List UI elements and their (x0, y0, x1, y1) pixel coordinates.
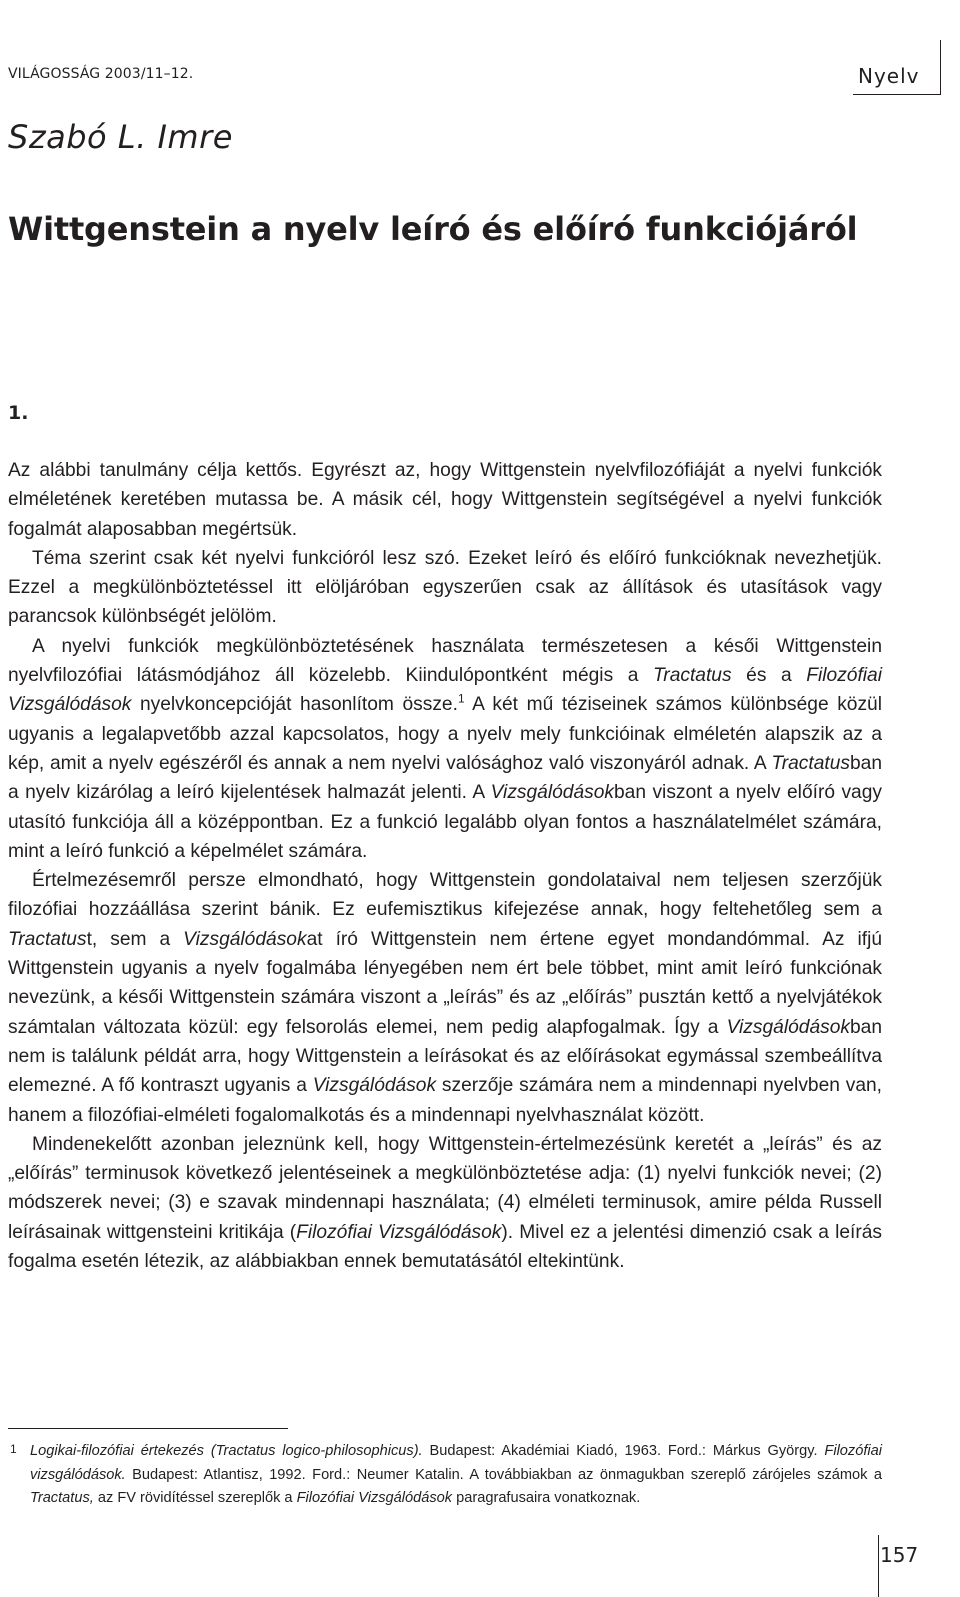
paragraph-5: Mindenekelőtt azonban jeleznünk kell, hogy Wittgenstein-értelmezésünk keretét a „leírás” és az „előírás” terminusok következő jelentéseinek a megkülönböztetése adja: (1) nyelvi funkciók nevei; (2) módszerek nevei; (3) e szavak mindennapi használata; (4) elméleti terminusok, amire példa Russell leírásainak wittgensteini kritikája (Filozófiai Vizsgálódások). Mivel ez a jelentési dimenzió csak a leírás fogalma esetén létezik, az alábbiakban ennek bemutatásától eltekintünk. (8, 1133, 882, 1273)
paragraph-1: Az alábbi tanulmány célja kettős. Egyrészt az, hogy Wittgenstein nyelvfilozófiáját a nyelvi funkciók elméletének keretében mutassa be. A másik cél, hogy Wittgenstein segítségével a nyelvi funkciók fogalmát alaposabban megértsük. (8, 460, 882, 540)
footnote-ref[interactable]: 1 (457, 691, 465, 706)
footnote: 1 Logikai-filozófiai értekezés (Tractatus logico-philosophicus). Budapest: Akadémiai Kiadó, 1963. Ford.: Márkus György. Filozófiai vizsgálódások. Budapest: Atlantisz, 1992. Ford.: Neumer Katalin. A továbbiakban az önmagukban szereplő zárójeles számok a Tractatus, az FV rövidítéssel szereplők a Filozófiai Vizsgálódások paragrafusaira vonatkoznak. (30, 1440, 882, 1511)
footnote-number: 1 (10, 1442, 17, 1456)
header-rule (853, 94, 941, 95)
article-body (8, 456, 882, 1276)
article-title: Wittgenstein a nyelv leíró és előíró funkciójáról (8, 210, 858, 248)
page-number-rule (878, 1535, 879, 1597)
paragraph-4: Értelmezésemről persze elmondható, hogy Wittgenstein gondolataival nem teljesen szerzőjük filozófiai hozzáállása szerint bánik. Ez eufemisztikus kifejezése annak, hogy feltehetőleg sem a Tractatust, sem a Vizsgálódásokat író Wittgenstein nem értene egyet mondandómmal. Az ifjú Wittgenstein ugyanis a nyelv fogalmába lényegében nem ért bele többet, mint amit leíró funkciónak nevezünk, a késői Wittgenstein számára viszont a „leírás” és az „előírás” pusztán kettő a nyelvjátékok számtalan változata közül: egy felsorolás elemei, nem pedig alapfogalmak. Így a Vizsgálódásokban nem is találunk példát arra, hogy Wittgenstein a leírásokat és az előírásokat egymással szembeállítva elemezné. A fő kontraszt ugyanis a Vizsgálódások szerzője számára nem a mindennapi nyelvben van, hanem a filozófiai-elméleti fogalomalkotás és a mindennapi nyelvhasználat között. (8, 870, 883, 1126)
header-vertical-rule (940, 40, 941, 95)
page-number: 157 (880, 1543, 919, 1567)
paragraph-2: Téma szerint csak két nyelvi funkcióról lesz szó. Ezeket leíró és előíró funkcióknak nevezhetjük. Ezzel a megkülönböztetéssel itt elöljáróban egyszerűen csak az állítások és utasítások vagy parancsok különbségét jelölöm. (8, 547, 882, 628)
author-name: Szabó L. Imre (8, 118, 233, 156)
journal-header: VILÁGOSSÁG 2003/11–12. (8, 66, 194, 82)
section-header: Nyelv (858, 64, 920, 88)
section-number: 1. (8, 402, 29, 424)
paragraph-3: A nyelvi funkciók megkülönböztetésének használata természetesen a késői Wittgenstein nyelvfilozófiai látásmódjához áll közelebb. Kiindulópontként mégis a Tractatus és a Filozófiai Vizsgálódások nyelvkoncepcióját hasonlítom össze.$^1$ A két mű téziseinek számos különbsége közül ugyanis a legalapvetőbb azzal kapcsolatos, hogy a nyelv mely funkcióinak elméletén alapszik az a kép, amit a nyelv egészéről és annak a nem nyelvi valósághoz való viszonyáról adnak. A Tractatusban a nyelv kizárólag a leíró kijelentések halmazát jelenti. A Vizsgálódásokban viszont a nyelv előíró vagy utasító funkciója áll a középpontban. Ez a funkció legalább olyan fontos a használatelmélet számára, mint a leíró funkció a képelmélet számára. (8, 635, 882, 862)
footnote-rule (8, 1428, 288, 1429)
